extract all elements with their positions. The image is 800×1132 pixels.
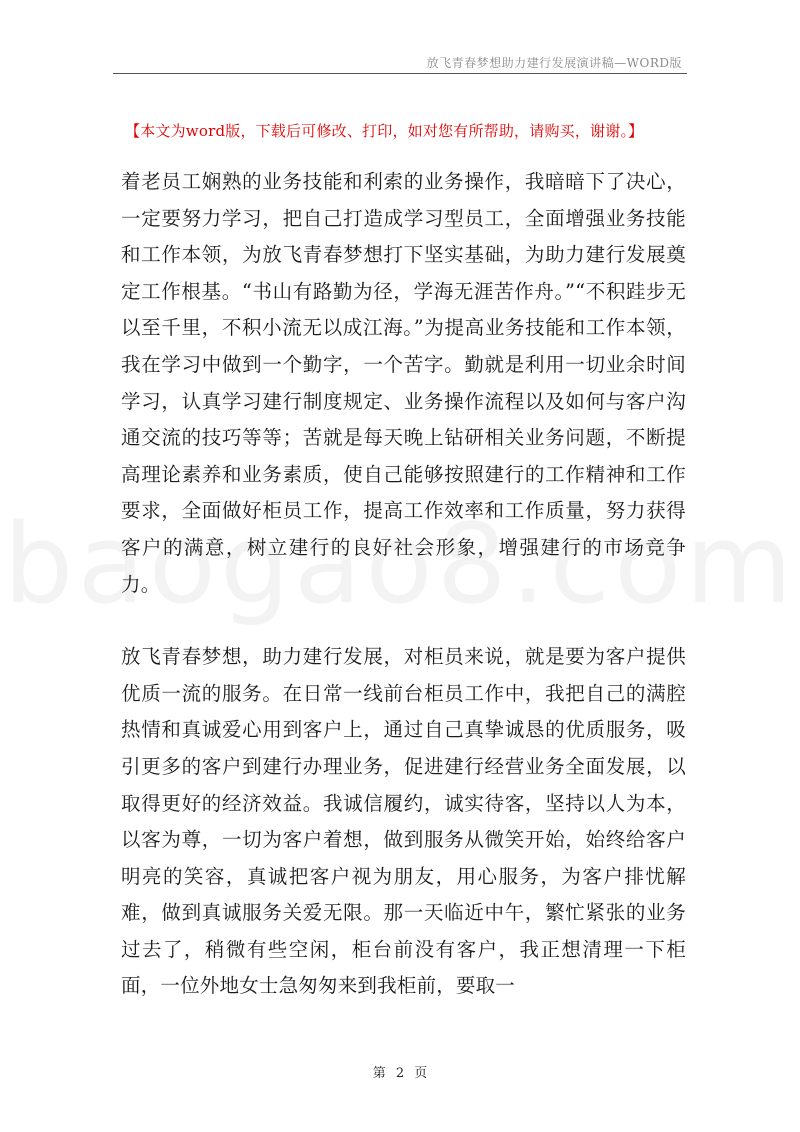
page-number: 2 — [395, 1066, 405, 1081]
document-body — [121, 164, 686, 1005]
page-suffix: 页 — [414, 1066, 428, 1081]
header-divider — [113, 73, 687, 74]
page-prefix: 第 — [372, 1066, 386, 1081]
body-paragraph: 放飞青春梦想，助力建行发展，对柜员来说，就是要为客户提供优质一流的服务。在日常一线前台柜员工作中，我把自己的满腔热情和真诚爱心用到客户上，通过自己真挚诚恳的优质服务，吸引更多的客户到建行办理业务，促进建行经营业务全面发展，以取得更好的经济效益。我诚信履约，诚实待客，坚持以人为本，以客为尊，一切为客户着想，做到服务从微笑开始，始终给客户明亮的笑容，真诚把客户视为朋友，用心服务，为客户排忧解难，做到真诚服务关爱无限。那一天临近中午，繁忙紧张的业务过去了，稍微有些空闲，柜台前没有客户，我正想清理一下柜面，一位外地女士急匆匆来到我柜前，要取一 — [121, 645, 686, 998]
download-notice: 【本文为word版，下载后可修改、打印，如对您有所帮助，请购买，谢谢。】 — [125, 122, 644, 140]
body-paragraph: 着老员工娴熟的业务技能和利索的业务操作，我暗暗下了决心，一定要努力学习，把自己打造成学习型员工，全面增强业务技能和工作本领，为放飞青春梦想打下坚实基础，为助力建行发展奠定工作根基。“书山有路勤为径，学海无涯苦作舟。”“不积跬步无以至千里，不积小流无以成江海。”为提高业务技能和工作本领，我在学习中做到一个勤字，一个苦字。勤就是利用一切业余时间学习，认真学习建行制度规定、业务操作流程以及如何与客户沟通交流的技巧等等；苦就是每天晚上钻研相关业务问题，不断提高理论素养和业务素质，使自己能够按照建行的工作精神和工作要求，全面做好柜员工作，提高工作效率和工作质量，努力获得客户的满意，树立建行的良好社会形象，增强建行的市场竞争力。 — [121, 170, 686, 596]
page-footer — [0, 1062, 800, 1081]
document-header-title: 放飞青春梦想助力建行发展演讲稿—WORD版 — [426, 56, 682, 70]
